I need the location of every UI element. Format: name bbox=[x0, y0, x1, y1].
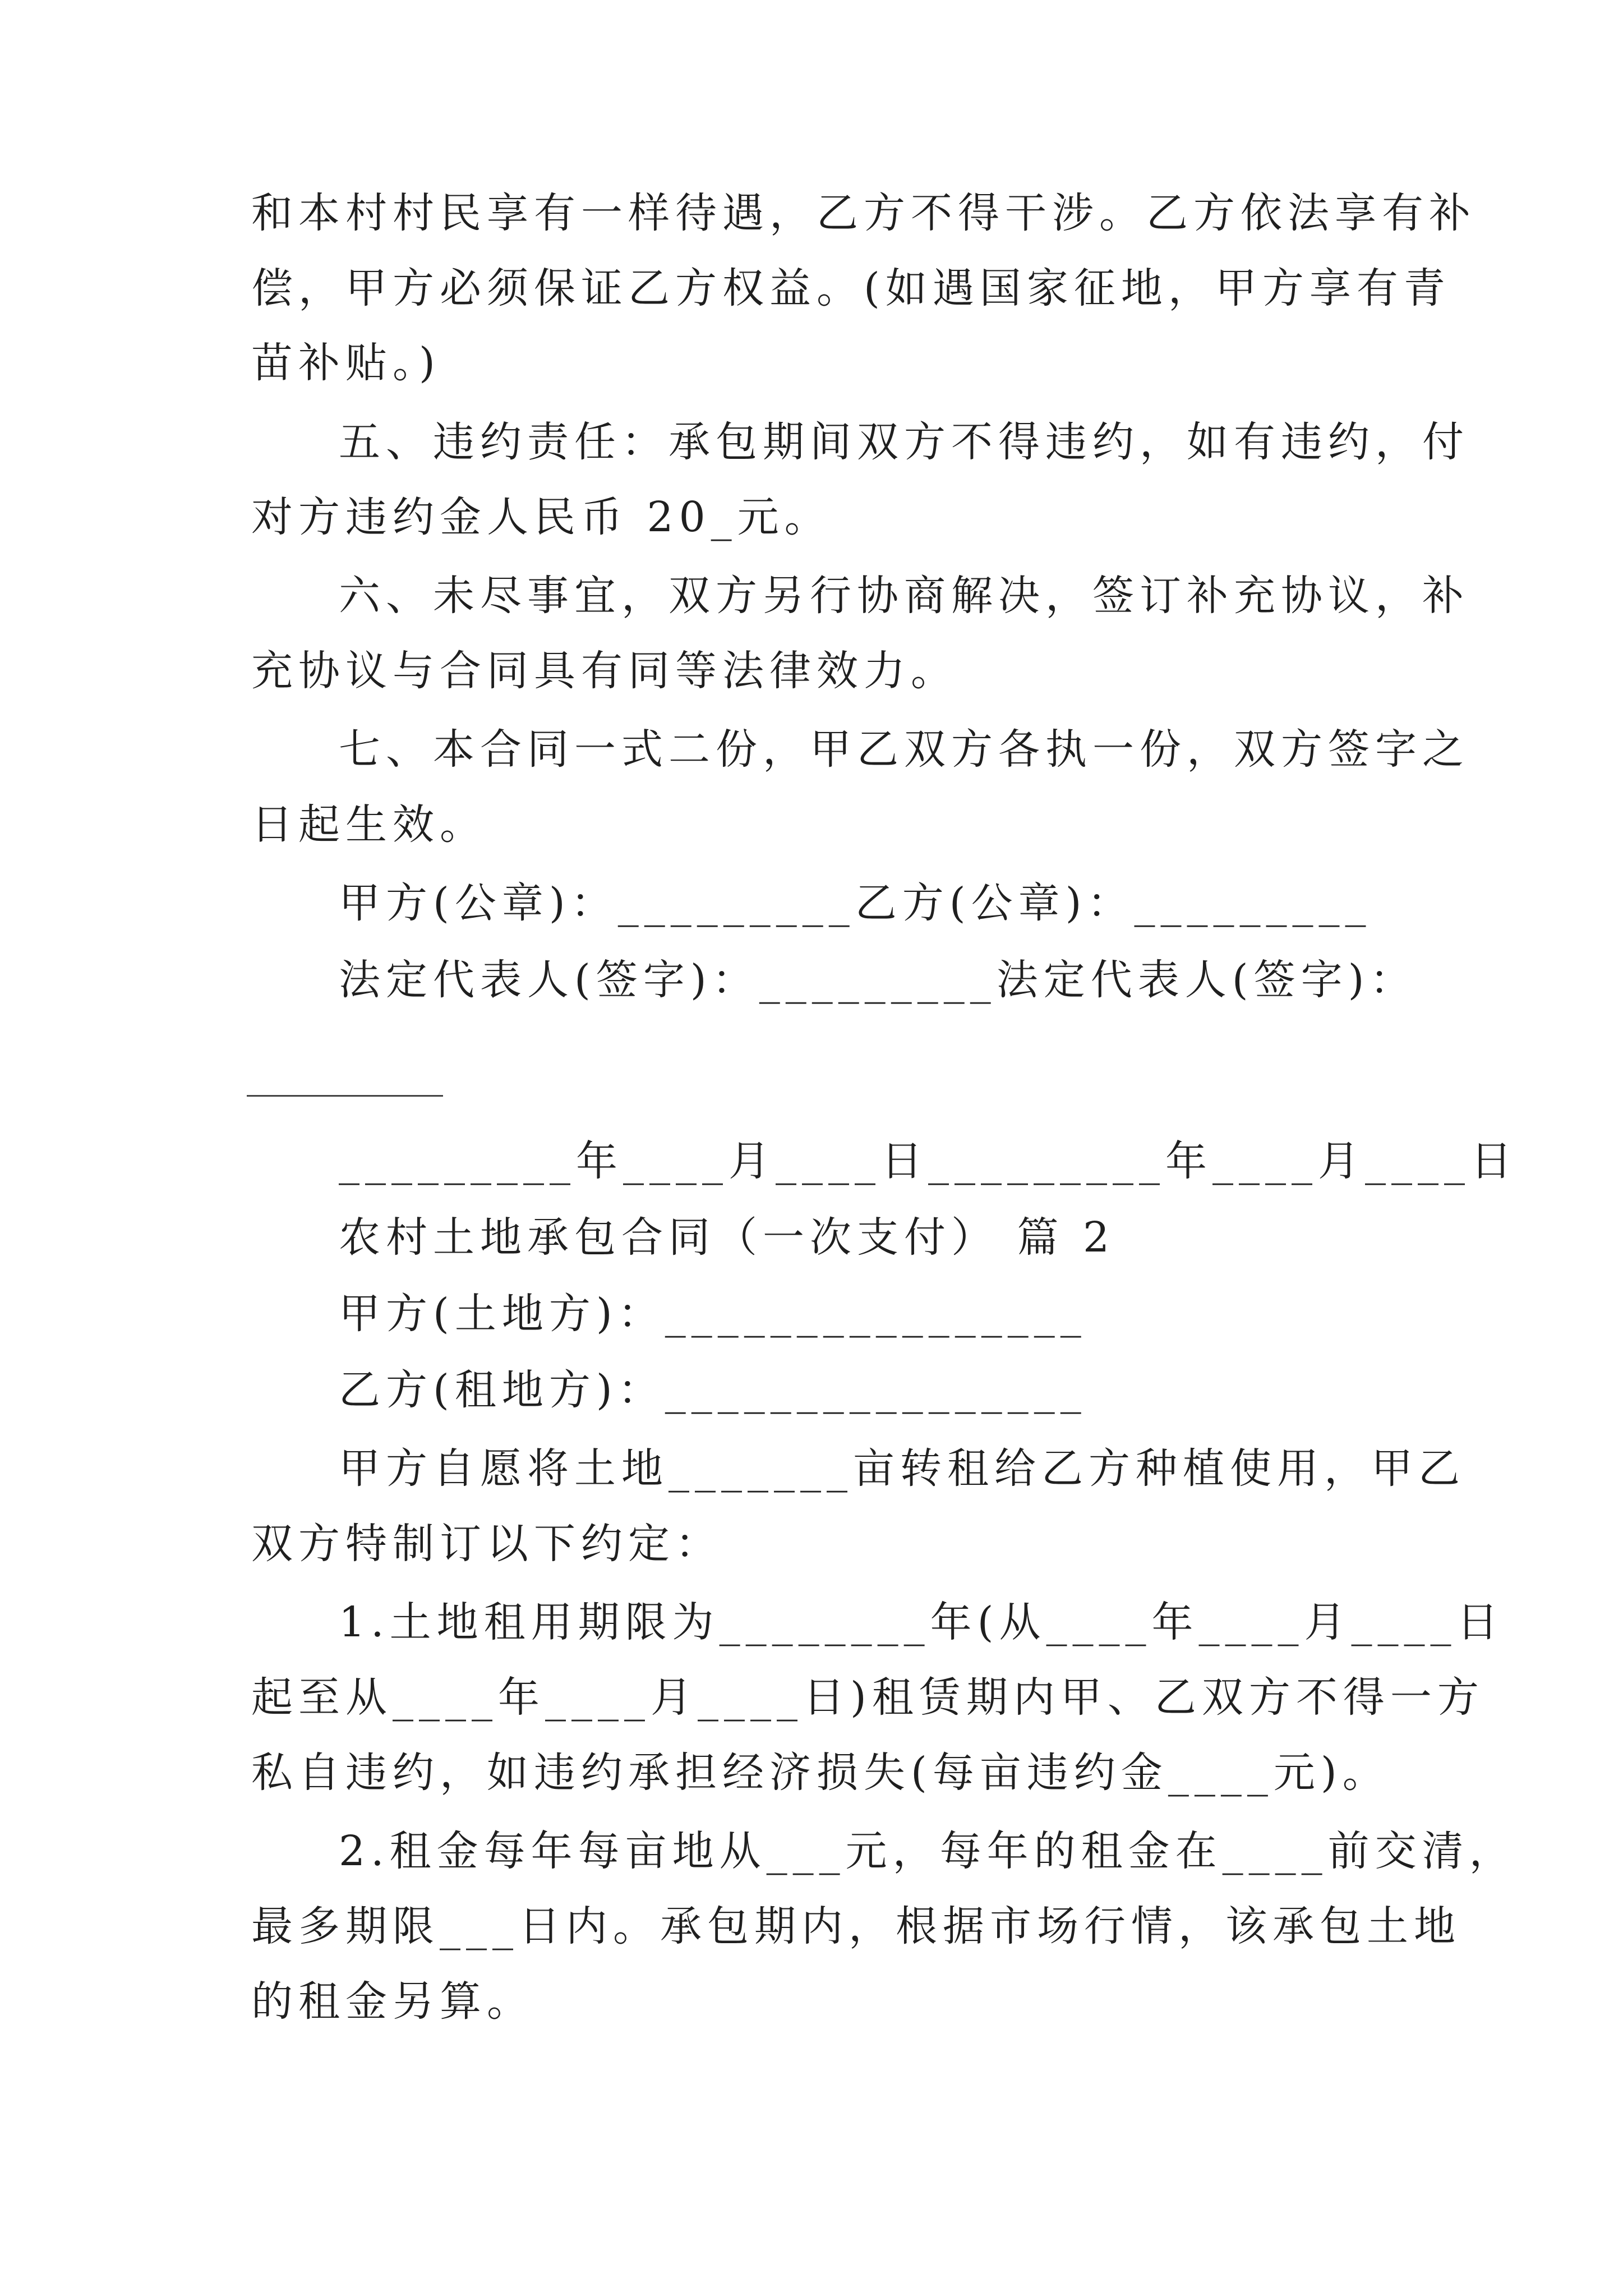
paragraph-line: 和本村村民享有一样待遇，乙方不得干涉。乙方依法享有补 bbox=[251, 189, 1476, 237]
paragraph-line: 的租金另算。 bbox=[251, 1977, 534, 2026]
party-a-line: 甲方(土地方)：________________ bbox=[339, 1290, 1087, 1338]
signature-blank-rule bbox=[247, 1095, 443, 1097]
paragraph-line: 偿，甲方必须保证乙方权益。(如遇国家征地，甲方享有青 bbox=[251, 264, 1451, 312]
paragraph-line: 充协议与合同具有同等法律效力。 bbox=[251, 647, 958, 695]
date-line: _________年____月____日_________年____月____日 bbox=[339, 1137, 1518, 1185]
paragraph-line: 苗补贴。) bbox=[251, 339, 441, 387]
paragraph-line: 双方特制订以下约定： bbox=[251, 1520, 722, 1568]
paragraph-line: 私自违约，如违约承担经济损失(每亩违约金____元)。 bbox=[251, 1749, 1390, 1797]
section-heading: 农村土地承包合同（一次支付） 篇 2 bbox=[339, 1213, 1115, 1262]
seal-line: 甲方(公章)：_________乙方(公章)：_________ bbox=[339, 879, 1372, 927]
term-clause-line: 1.土地租用期限为________年(从____年____月____日 bbox=[339, 1598, 1504, 1646]
paragraph-line: 对方违约金人民币 20_元。 bbox=[251, 493, 832, 541]
party-b-line: 乙方(租地方)：________________ bbox=[339, 1366, 1087, 1414]
clause-six-line: 六、未尽事宜，双方另行协商解决，签订补充协议，补 bbox=[339, 572, 1469, 620]
clause-five-line: 五、违约责任：承包期间双方不得违约，如有违约，付 bbox=[339, 418, 1469, 466]
paragraph-line: 最多期限___日内。承包期内，根据市场行情，该承包土地 bbox=[251, 1902, 1461, 1950]
clause-seven-line: 七、本合同一式二份，甲乙双方各执一份，双方签字之 bbox=[339, 725, 1469, 774]
rent-clause-line: 2.租金每年每亩地从___元，每年的租金在____前交清， bbox=[339, 1827, 1516, 1875]
paragraph-line: 日起生效。 bbox=[251, 800, 487, 849]
representative-line: 法定代表人(签字)：_________法定代表人(签字)： bbox=[339, 956, 1417, 1004]
paragraph-line: 起至从____年____月____日)租赁期内甲、乙双方不得一方 bbox=[251, 1673, 1484, 1722]
intro-line: 甲方自愿将土地_______亩转租给乙方种植使用，甲乙 bbox=[339, 1444, 1465, 1493]
